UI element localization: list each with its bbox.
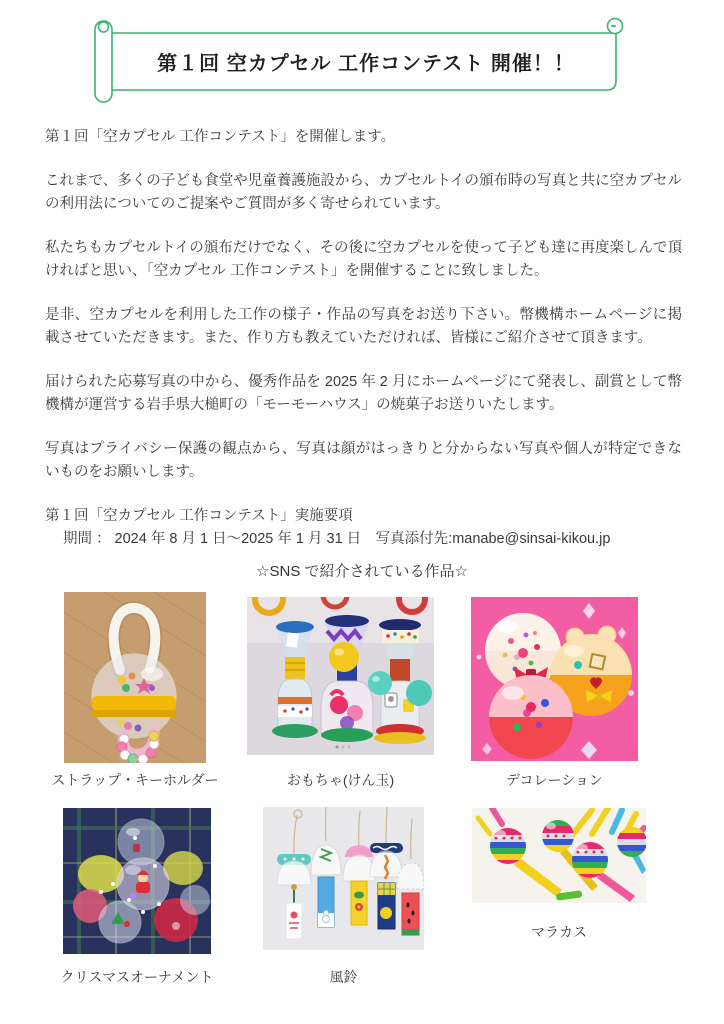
teal-ball xyxy=(368,671,392,695)
maraca-ball-4 xyxy=(617,827,646,857)
photo-maracas xyxy=(472,808,646,940)
maracas-photo-art xyxy=(472,808,646,903)
photo-caption: おもちゃ(けん玉) xyxy=(286,772,395,788)
body-paragraph: 私たちもカプセルトイの頒布だけでなく、その後に空カプセルを使って子ども達に再度楽しんで頂ければと思い、「空カプセル 工作コンテスト」を開催することに致しました。 xyxy=(45,239,682,279)
body-paragraph: これまで、多くの子ども食堂や児童養護施設から、カプセルトイの頒布時の写真と共に空カプセルの利用法についてのご提案やご質問が多く寄せられています。 xyxy=(45,172,682,212)
photo-caption: デコレーション xyxy=(506,772,603,788)
body-paragraph: 写真はプライバシー保護の観点から、写真は顔がはっきりと分からない写真や個人が特定できないものをお願いします。 xyxy=(45,440,682,480)
capsule-shape xyxy=(92,654,176,738)
decoration-image xyxy=(471,597,638,761)
maracas-image xyxy=(472,808,646,903)
christmas-photo-art xyxy=(63,808,211,954)
outline-period: 期間 ： 2024 年 8 月 1 日～2025 年 1 月 31 日 写真添付先:manabe@sinsai-kikou.jp xyxy=(63,531,611,547)
strap-photo-art xyxy=(64,592,206,763)
photo-kendama-toys xyxy=(247,597,434,788)
body-paragraph: 届けられた応募写真の中から、優秀作品を 2025 年 2 月にホームページにて発表し、副賞として幣機構が運営する岩手県大槌町の「モーモーハウス」の焼菓子お送りいたします。 xyxy=(45,373,682,413)
kendama-image xyxy=(247,597,434,755)
body-paragraph: 第１回「空カプセル 工作コンテスト」を開催します。 xyxy=(45,129,396,145)
gallery-heading: ☆SNS で紹介されている作品☆ xyxy=(256,563,468,580)
kendama-photo-art xyxy=(247,597,434,755)
title-banner xyxy=(88,8,636,104)
decoration-photo-art xyxy=(471,597,638,761)
photo-caption: ストラップ・キーホルダー xyxy=(51,772,219,788)
scroll-left-roll xyxy=(95,21,112,102)
outline-heading: 第１回「空カプセル 工作コンテスト」実施要項 xyxy=(45,507,353,524)
yellow-ball xyxy=(329,642,359,672)
wind-chimes-image xyxy=(263,807,424,950)
photo-strap-keyholder xyxy=(51,592,219,788)
photo-caption: クリスマスオーナメント xyxy=(60,969,214,985)
wind-chimes-photo-art xyxy=(263,807,424,950)
maraca-ball-2 xyxy=(542,820,574,852)
body-paragraph: 是非、空カプセルを利用した工作の様子・作品の写真をお送り下さい。幣機構ホームページに掲載させていただきます。また、作り方も教えていただければ、皆様にご紹介させて頂きます。 xyxy=(45,306,682,346)
photo-caption: マラカス xyxy=(531,924,587,940)
body-text xyxy=(45,126,682,552)
photo-christmas-ornament xyxy=(60,808,214,985)
banner-title: 第１回 空カプセル 工作コンテスト 開催！！ xyxy=(157,53,575,75)
strap-keyholder-image xyxy=(64,592,206,763)
photo-caption: 風鈴 xyxy=(329,969,358,985)
photo-wind-chimes xyxy=(263,807,424,985)
photo-decoration xyxy=(471,597,638,788)
christmas-ornament-image xyxy=(63,808,211,954)
